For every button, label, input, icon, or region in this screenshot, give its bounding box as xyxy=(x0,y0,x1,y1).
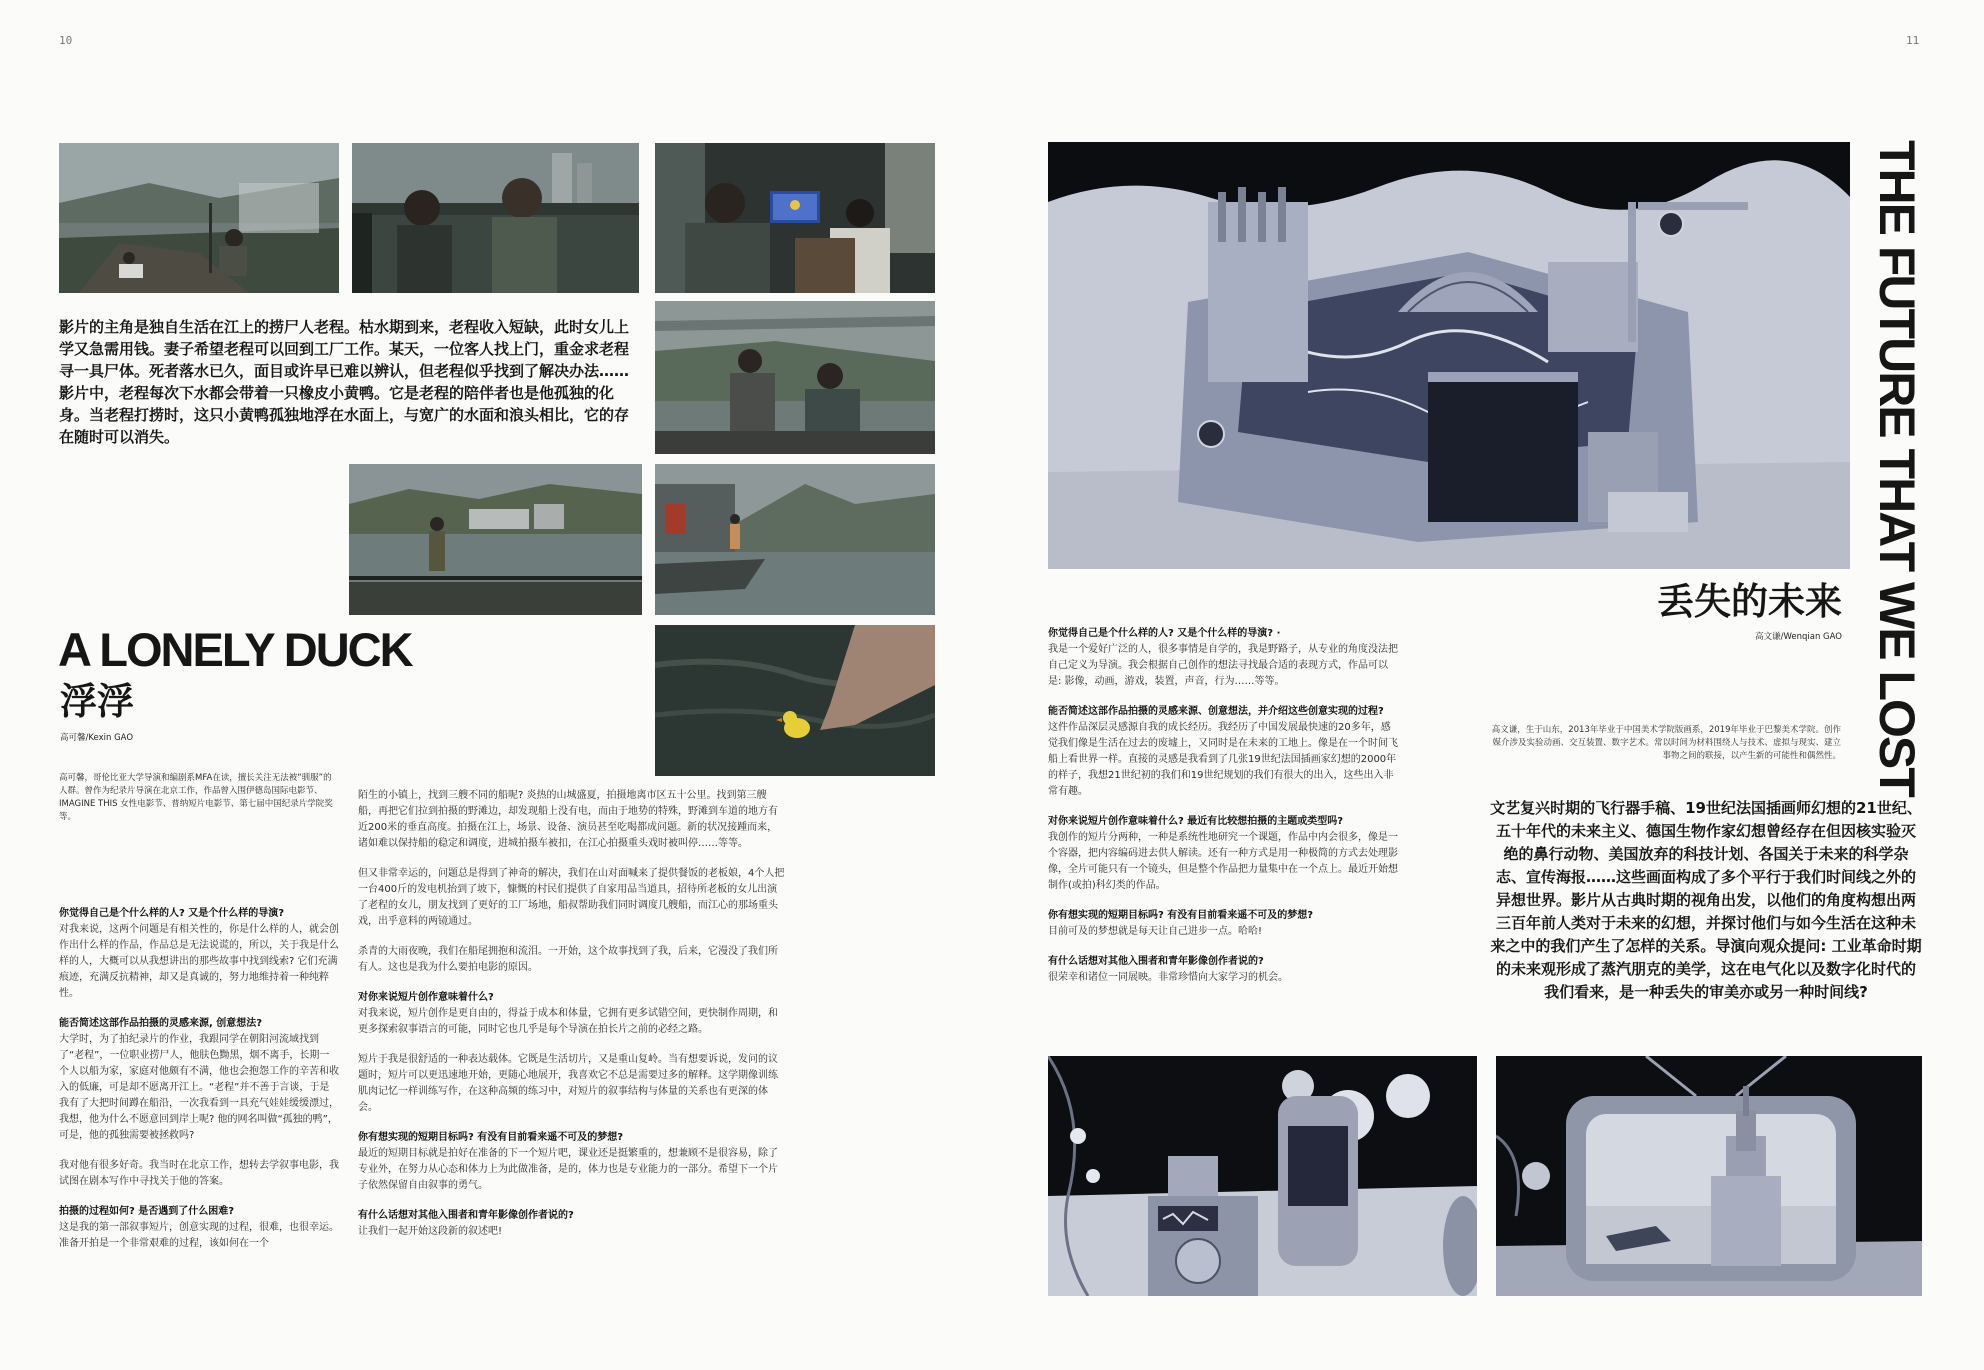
interview-answer: 我对他有很多好奇。我当时在北京工作，想转去学叙事电影，我试图在剧本写作中寻找关于他的答案。 xyxy=(59,1160,339,1187)
interview-answer: 大学时，为了拍纪录片的作业，我跟同学在朝阳河流域找到了“老程”，一位职业捞尸人，他肤色黝黑，烟不离手，长期一个人以船为家，家庭对他颇有不满，他也会抱怨工作的辛苦和收入的低廉，可是却不愿离开江上。“老程”并不善于言谈，于是我有了大把时间蹲在船沿，一次我看到一具充气娃娃缓缓漂过，我想，他为什么不愿意回到岸上呢? 他的网名叫做“孤独的鸭”，可是，他的孤独需要被拯救吗? xyxy=(59,1034,339,1141)
interview-question: 对你来说短片创作意味着什么? 最近有比较想拍摄的主题或类型吗? xyxy=(1048,816,1344,827)
film-still-rubber-duck xyxy=(655,625,935,776)
interview-answer: 我是一个爱好广泛的人，很多事情是自学的，我是野路子，从专业的角度没法把自己定义为导演。我会根据自己创作的想法寻找最合适的表现方式，作品可以是: 影像，动画，游戏，装置，声音，行为……等等。 xyxy=(1048,644,1398,687)
interview-question: 你觉得自己是个什么样的人? 又是个什么样的导演? xyxy=(59,908,285,919)
film-title-chinese: 浮浮 xyxy=(60,680,134,723)
interview-answer: 这件作品深层灵感源自我的成长经历。我经历了中国发展最快速的20多年，感觉我们像是生活在过去的废墟上，又同时是在未来的工地上。像是在一个时间飞船上看世界一样。直接的灵感是我看到了几张19世纪法国插画家幻想的2000年的样子，我想21世纪初的我们和19世纪规划的我们有很大的出入，这些出入非常有趣。 xyxy=(1048,722,1398,797)
page-number-left: 10 xyxy=(59,34,73,47)
film-still-boat-deck xyxy=(655,464,935,615)
film-still-bus xyxy=(352,143,639,293)
interview-answer: 对我来说，短片创作是更自由的，得益于成本和体量，它拥有更多试错空间，更快制作周期，和更多探索叙事语言的可能，同时它也几乎是每个导演在拍长片之前的必经之路。 xyxy=(358,1008,778,1035)
right-page xyxy=(992,0,1984,1370)
interview-answer: 最近的短期目标就是拍好在准备的下一个短片吧，课业还是挺繁重的，想兼顾不是很容易，除了专业外，在努力从心态和体力上为此做准备，是的，体力也是专业能力的一部分。希望下一个片子依然保留自由叙事的勇气。 xyxy=(358,1148,778,1191)
page-number-right: 11 xyxy=(1906,34,1920,47)
film-title-english: A LONELY DUCK xyxy=(58,623,412,676)
interview-question: 你有想实现的短期目标吗? 有没有目前看来遥不可及的梦想? xyxy=(1048,910,1314,921)
interview-answer: 但又非常幸运的，问题总是得到了神奇的解决，我们在山对面喊来了提供餐饭的老板娘，4个人把一台400斤的发电机抬到了坡下，慷慨的村民们提供了自家用品当道具，招待所老板的女儿出演了老程的女儿，朋友找到了更好的工厂场地，船叔帮助我们同时调度几艘船，而江心的那场重头戏，出乎意料的两镜通过。 xyxy=(358,868,785,927)
animation-still-tv-tower xyxy=(1496,1056,1922,1296)
director-bio: 高文谦，生于山东，2013年毕业于中国美术学院版画系，2019年毕业于巴黎美术学院。创作媒介涉及实验动画、交互装置、数字艺术。常以时间为材料围绕人与技术、虚拟与现实、建立事物之间的联接，以产生新的可能性和偶然性。 xyxy=(1491,725,1841,761)
interview-answer: 很荣幸和诸位一同展映。非常珍惜向大家学习的机会。 xyxy=(1048,972,1288,983)
film-synopsis: 文艺复兴时期的飞行器手稿、19世纪法国插画师幻想的21世纪、五十年代的未来主义、德国生物作家幻想曾经存在但因核实验灭绝的鼻行动物、美国放弃的科技计划、各国关于未来的科学杂志、宣传海报……这些画面构成了多个平行于我们时间线之外的异想世界。影片从古典时期的视角出发，以他们的角度构想出两三百年前人类对于未来的幻想，并探讨他们与如今生活在这种未来之中的我们产生了怎样的关系。导演向观众提问: 工业革命时期的未来观形成了蒸汽朋克的美学，这在电气化以及数字化时代的我们看来，是一种丢失的审美亦或另一种时间线? xyxy=(1490,799,1922,1001)
director-bio: 高可馨，哥伦比亚大学导演和编剧系MFA在读，擅长关注无法被“驯服”的人群。曾作为纪录片导演在北京工作，作品曾入围伊德岛国际电影节、IMAGINE THIS 女性电影节、普纳短片电影节、第七届中国纪录片学院奖等。 xyxy=(59,773,333,822)
film-title-chinese: 丢失的未来 xyxy=(1657,580,1842,623)
film-still-riverside-walk xyxy=(349,464,642,615)
interview-question: 有什么话想对其他入围者和青年影像创作者说的? xyxy=(1048,956,1264,967)
interview-column-right xyxy=(358,788,786,1254)
interview-answer: 杀青的大雨夜晚，我们在船尾拥抱和流泪。一开始，这个故事找到了我，后来，它漫没了我们所有人。这也是我为什么要拍电影的原因。 xyxy=(358,946,778,973)
interview-answer: 短片于我是很舒适的一种表达载体。它既是生活切片，又是重山复岭。当有想要诉说，发问的议题时，短片可以更迅速地开始，更随心地展开，我喜欢它不总是需要过多的解释。这学期像训练肌肉记忆一样训练写作，在这种高频的练习中，对短片的叙事结构与体量的关系也有更深的体会。 xyxy=(358,1054,778,1113)
vertical-title-wrapper xyxy=(1862,140,1932,796)
interview-answer: 我创作的短片分两种，一种是系统性地研究一个课题，作品中内会很多，像是一个容器，把内容编码进去供人解读。还有一种方式是用一种极简的方式去处理影像，全片可能只有一个镜头，但是整个作品把力量集中在一个点上。最近开始想制作(或拍)科幻类的作品。 xyxy=(1048,832,1398,891)
animation-still-city-block xyxy=(1048,142,1850,569)
interview-answer: 让我们一起开始这段新的叙述吧! xyxy=(358,1226,503,1237)
director-credit: 高可馨/Kexin GAO xyxy=(60,733,134,743)
interview-question: 能否简述这部作品拍摄的灵感来源, 创意想法? xyxy=(59,1018,263,1029)
interview-answer: 陌生的小镇上，找到三艘不同的船呢? 炎热的山城盛夏，拍摄地离市区五十公里。找到第三艘船，再把它们拉到拍摄的野滩边，却发现船上没有电，而由于地势的特殊，野滩到车道的地方有近200米的垂直高度。拍摄在江上，场景、设备、演员甚至吃喝都成问题。新的状况接踵而来，诸如难以保持船的稳定和调度，进城拍摄车被扣，在江心拍摄重头戏时被叫停……等等。 xyxy=(358,790,778,849)
interview-column-left xyxy=(59,906,339,1266)
interview-question: 你有想实现的短期目标吗? 有没有目前看来遥不可及的梦想? xyxy=(358,1132,624,1143)
interview-question: 对你来说短片创作意味着什么? xyxy=(358,992,494,1003)
interview-answer: 这是我的第一部叙事短片，创意实现的过程，很难，也很幸运。准备开拍是一个非常艰难的过程，该如何在一个 xyxy=(59,1222,339,1249)
interview-question: 有什么话想对其他入围者和青年影像创作者说的? xyxy=(358,1210,574,1221)
vertical-title-english: THE FUTURE THAT WE LOST xyxy=(1869,140,1925,796)
interview-column xyxy=(1048,626,1398,1000)
interview-question: 能否简述这部作品拍摄的灵感来源、创意想法，并介绍这些创意实现的过程? xyxy=(1048,706,1384,717)
interview-question: 你觉得自己是个什么样的人? 又是个什么样的导演? · xyxy=(1048,628,1281,639)
animation-still-machine xyxy=(1048,1056,1477,1296)
interview-answer: 目前可及的梦想就是每天让自己进步一点。哈哈! xyxy=(1048,926,1263,937)
film-still-boat-men xyxy=(655,301,935,454)
interview-question: 拍摄的过程如何? 是否遇到了什么困难? xyxy=(59,1206,235,1217)
interview-answer: 对我来说，这两个问题是有相关性的，你是什么样的人，就会创作出什么样的作品，作品总是无法说谎的，所以，关于我是什么样的人，大概可以从我想讲出的那些故事中找到线索? 它们充满痕迹，充满反抗精神，却又是真诚的，努力地维持着一种纯粹性。 xyxy=(59,924,339,999)
director-credit: 高文谦/Wenqian GAO xyxy=(1755,632,1842,642)
film-still-room xyxy=(655,143,935,293)
film-still-riverbank xyxy=(59,143,339,293)
film-synopsis: 影片的主角是独自生活在江上的捞尸人老程。枯水期到来，老程收入短缺，此时女儿上学又急需用钱。妻子希望老程可以回到工厂工作。某天，一位客人找上门，重金求老程寻一具尸体。死者落水已久，面目或许早已难以辨认，但老程似乎找到了解决办法……影片中，老程每次下水都会带着一只橡皮小黄鸭。它是老程的陪伴者也是他孤独的化身。当老程打捞时，这只小黄鸭孤独地浮在水面上，与宽广的水面和浪头相比，它的存在随时可以消失。 xyxy=(59,318,630,446)
